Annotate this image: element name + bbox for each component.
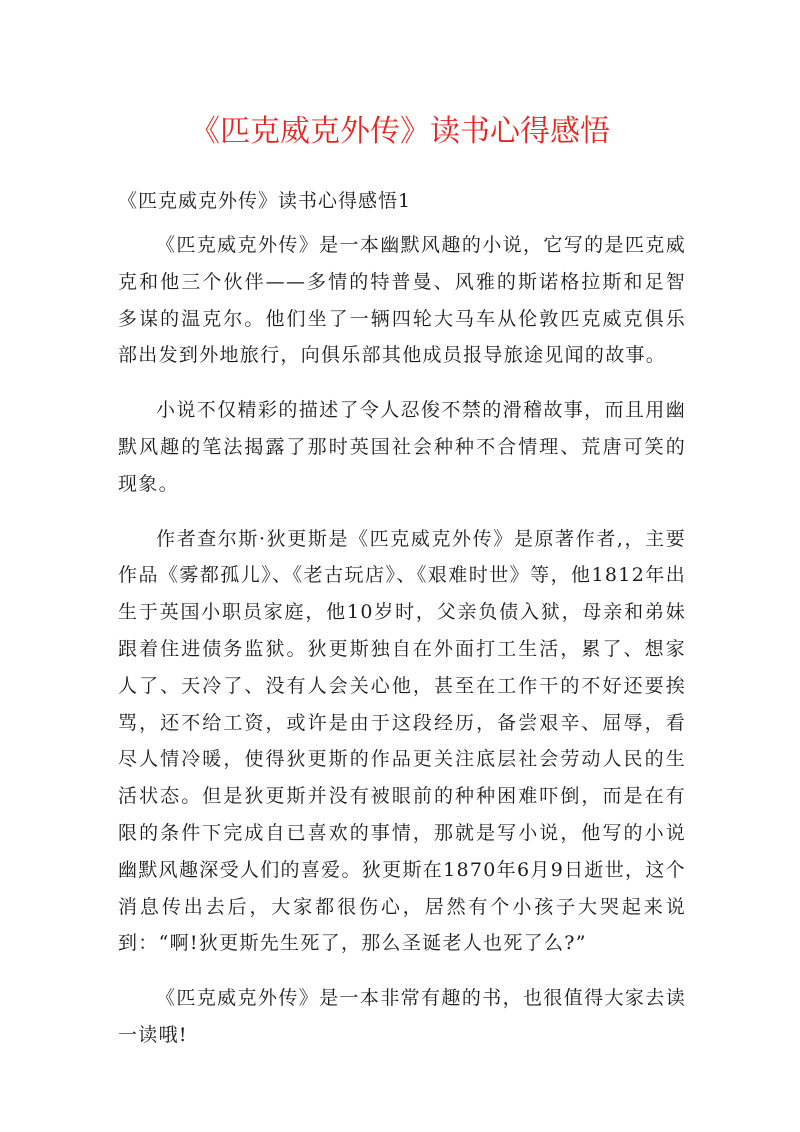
document-title: 《匹克威克外传》读书心得感悟: [190, 114, 610, 149]
document-body: [118, 183, 686, 1072]
section-heading: 《匹克威克外传》读书心得感悟1: [118, 190, 412, 212]
paragraph-satire: 小说不仅精彩的描述了令人忍俊不禁的滑稽故事，而且用幽默风趣的笔法揭露了那时英国社会种种不合情理、荒唐可笑的现象。: [118, 399, 686, 495]
paragraph-conclusion: 《匹克威克外传》是一本非常有趣的书，也很值得大家去读一读哦!: [118, 987, 686, 1046]
paragraph-author: 作者查尔斯·狄更斯是《匹克威克外传》是原著作者,，主要作品《雾都孤儿》、《老古玩店》、《艰难时世》等，他1812年出生于英国小职员家庭，他10岁时，父亲负债入狱，母亲和弟妹跟着住进债务监狱。狄更斯独自在外面打工生活，累了、想家人了、天冷了、没有人会关心他，甚至在工作干的不好还要挨骂，还不给工资，或许是由于这段经历，备尝艰辛、屈辱，看尽人情冷暖，使得狄更斯的作品更关注底层社会劳动人民的生活状态。但是狄更斯并没有被眼前的种种困难吓倒，而是在有限的条件下完成自已喜欢的事情，那就是写小说，他写的小说幽默风趣深受人们的喜爱。狄更斯在1870年6月9日逝世，这个消息传出去后，大家都很伤心，居然有个小孩子大哭起来说到：“啊!狄更斯先生死了，那么圣诞老人也死了么?”: [118, 527, 686, 955]
paragraph-intro: 《匹克威克外传》是一本幽默风趣的小说，它写的是匹克威克和他三个伙伴——多情的特普曼、风雅的斯诺格拉斯和足智多谋的温克尔。他们坐了一辆四轮大马车从伦敦匹克威克俱乐部出发到外地旅行，向俱乐部其他成员报导旅途见闻的故事。: [118, 234, 686, 367]
